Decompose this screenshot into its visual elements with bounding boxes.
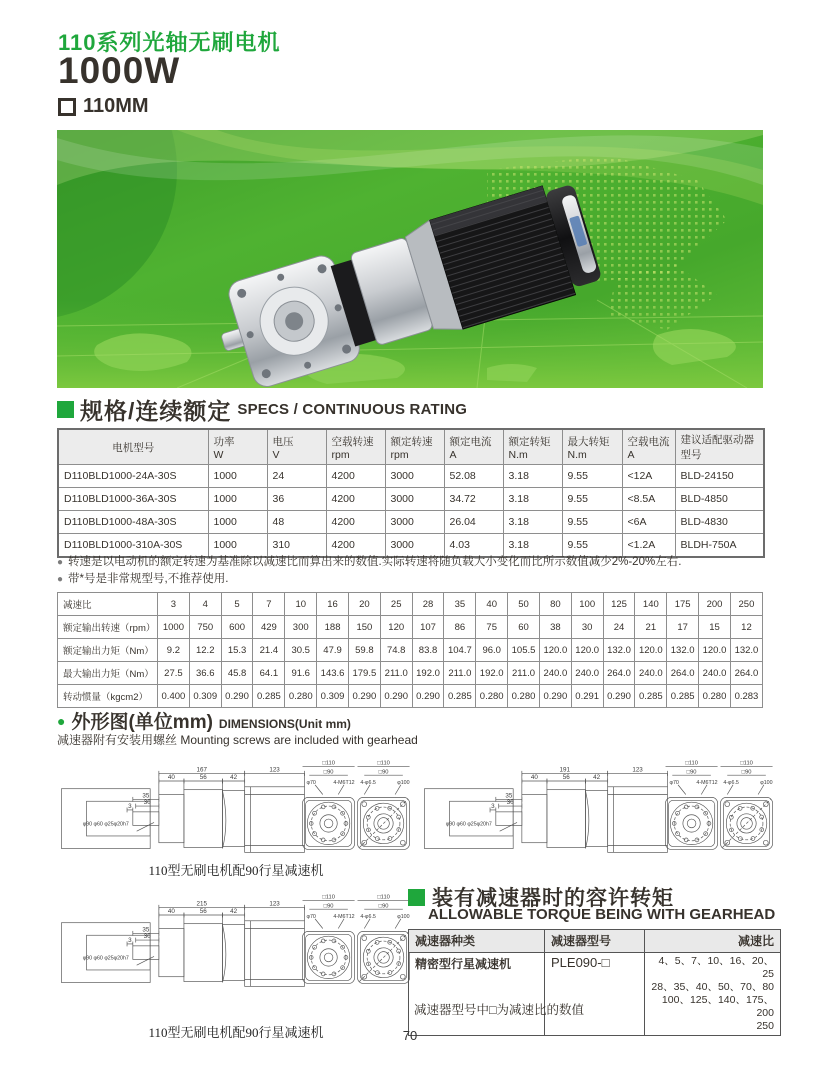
spec-column-header: 额定电流 A [444,429,503,465]
ratio-row-label: 额定输出转速（rpm） [58,616,158,639]
ratio-cell: 16 [317,593,349,616]
dimension-label: 191 [559,766,570,774]
spec-cell: 1000 [208,488,267,511]
spec-cell: D110BLD1000-36A-30S [58,488,208,511]
ratio-cell: 750 [189,616,221,639]
spec-cell: 4200 [326,488,385,511]
page-number: 70 [402,1028,418,1043]
ratio-cell: 240.0 [539,662,571,685]
frame-size [58,95,149,118]
spec-cell: 3.18 [503,511,562,534]
note-line [57,554,681,571]
frame-size-label: 110MM [83,95,149,117]
ratio-cell: 86 [444,616,476,639]
dimension-label: 30 [143,799,151,807]
spec-cell: <12A [622,465,675,488]
spec-cell: 9.55 [562,534,622,558]
series-title: 110系列光轴无刷电机 [58,30,281,55]
dimension-label: □90 [686,769,697,776]
spec-table-row [58,465,764,488]
spec-table [57,428,765,558]
dimension-label: 3 [128,803,132,810]
ratio-cell: 25 [380,593,412,616]
ratio-cell: 107 [412,616,444,639]
gearhead-table [408,929,781,1036]
ratio-cell: 132.0 [667,639,699,662]
spec-column-header: 电机型号 [58,429,208,465]
dimensions-section-header [57,707,351,734]
dimension-label: 30 [506,799,514,807]
ratio-cell: 59.8 [348,639,380,662]
dimension-label: □90 [378,769,389,776]
dimension-label: φ90 φ60 φ25φ20h7 [82,821,129,828]
dimension-label: □110 [377,894,390,901]
ratio-cell: 60 [508,616,540,639]
ratio-cell: 0.400 [158,685,190,708]
ratio-cell: 143.6 [317,662,349,685]
dimension-label: □90 [378,903,389,910]
ratio-cell: 0.285 [444,685,476,708]
spec-cell: 4200 [326,511,385,534]
ratio-table-row [58,639,763,662]
ratio-cell: 3 [158,593,190,616]
ratio-table-row [58,616,763,639]
ratio-cell: 0.309 [317,685,349,708]
ratio-cell: 0.280 [476,685,508,708]
spec-cell: 3000 [385,465,444,488]
drawing-caption-3: 110型无刷电机配90行星减速机 [148,1025,324,1040]
ratio-cell: 120.0 [571,639,603,662]
ratio-cell: 0.285 [253,685,285,708]
ratio-table-row [58,662,763,685]
dimensions-title-cn: 外形图(单位mm) [71,712,213,733]
dimension-label: □110 [322,894,335,901]
ratio-cell: 0.290 [412,685,444,708]
ratio-cell: 30 [571,616,603,639]
spec-column-header: 电压 V [267,429,326,465]
ratio-cell: 0.285 [667,685,699,708]
ratio-cell: 0.291 [571,685,603,708]
spec-cell: 24 [267,465,326,488]
ratio-cell: 83.8 [412,639,444,662]
specs-section-header [57,393,467,426]
spec-cell: 34.72 [444,488,503,511]
ratio-cell: 0.285 [635,685,667,708]
spec-table-row [58,511,764,534]
ratio-cell: 28 [412,593,444,616]
gearhead-ratio-line: 28、35、40、50、70、80 [651,981,774,993]
ratio-cell: 47.9 [317,639,349,662]
ratio-table [57,592,763,708]
ratio-cell: 35 [444,593,476,616]
spec-table-header [58,429,764,465]
dimensions-subtitle-cn: 减速器附有安装用螺丝 [57,733,178,747]
ratio-cell: 0.290 [380,685,412,708]
dimension-drawing-1 [57,754,415,862]
spec-cell: BLD-4850 [675,488,764,511]
ratio-cell: 250 [730,593,762,616]
ratio-cell: 264.0 [603,662,635,685]
ratio-cell: 125 [603,593,635,616]
specs-title-cn: 规格/连续额定 [80,398,232,424]
gearhead-ratios [645,953,781,1036]
dimension-label: 35 [505,792,513,800]
dimension-label: 56 [199,774,207,782]
ratio-cell: 0.280 [285,685,317,708]
dimension-label: 42 [230,774,238,782]
ratio-cell: 0.290 [221,685,253,708]
spec-cell: 9.55 [562,488,622,511]
spec-column-header: 建议适配驱动器型号 [675,429,764,465]
gearhead-col-model: 减速器型号 [545,930,645,953]
gearhead-title-en: ALLOWABLE TORQUE BEING WITH GEARHEAD [428,906,776,923]
dimension-label: φ100 [397,913,410,920]
ratio-cell: 96.0 [476,639,508,662]
ratio-cell: 75 [476,616,508,639]
spec-cell: 52.08 [444,465,503,488]
ratio-cell: 132.0 [730,639,762,662]
gearhead-ratio-line: 4、5、7、10、16、20、25 [658,955,774,980]
note-text: 带*号是非常规型号,不推荐使用. [68,573,229,585]
spec-column-header: 空载电流 A [622,429,675,465]
dimension-label: □110 [377,760,390,767]
spec-cell: BLD-24150 [675,465,764,488]
spec-cell: 1000 [208,534,267,558]
dimension-label: □110 [740,760,753,767]
ratio-cell: 192.0 [476,662,508,685]
dimension-label: 123 [632,766,643,774]
dimension-label: φ70 [306,913,316,920]
note-text: 转速是以电动机的额定转速为基准除以减速比而算出来的数值.实际转速将随负载大小变化而比所示数值减少2%-20%左右. [68,556,682,568]
dimension-label: φ70 [306,779,316,786]
gearhead-note: 减速器型号中□为减速比的数值 [414,1003,585,1017]
spec-cell: 3000 [385,511,444,534]
dimension-label: 215 [196,900,207,908]
technical-drawing [57,754,415,862]
spec-cell: D110BLD1000-24A-30S [58,465,208,488]
ratio-cell: 15.3 [221,639,253,662]
dimension-label: 40 [167,774,175,782]
dimension-label: φ100 [760,779,773,786]
ratio-cell: 120.0 [635,639,667,662]
spec-cell: 3.18 [503,465,562,488]
gearhead-col-ratio: 减速比 [645,930,781,953]
gearhead-ratio-line: 250 [756,1020,774,1032]
ratio-cell: 80 [539,593,571,616]
dimension-label: 30 [143,933,151,941]
ratio-cell: 150 [348,616,380,639]
dimension-label: 42 [593,774,601,782]
gearhead-ratio-line: 100、125、140、175、200 [661,994,774,1019]
ratio-cell: 12 [730,616,762,639]
dimension-drawing-2 [420,754,778,862]
spec-cell: <1.2A [622,534,675,558]
ratio-cell: 240.0 [635,662,667,685]
ratio-cell: 211.0 [508,662,540,685]
ratio-table-row [58,593,763,616]
ratio-cell: 0.280 [699,685,731,708]
dimension-label: 56 [199,908,207,916]
spec-cell: <6A [622,511,675,534]
ratio-cell: 264.0 [667,662,699,685]
ratio-cell: 91.6 [285,662,317,685]
spec-cell: D110BLD1000-48A-30S [58,511,208,534]
ratio-cell: 0.283 [730,685,762,708]
dimension-label: φ90 φ60 φ25φ20h7 [82,955,129,962]
dimension-label: 40 [530,774,538,782]
spec-column-header: 最大转矩 N.m [562,429,622,465]
ratio-cell: 0.280 [508,685,540,708]
spec-cell: 310 [267,534,326,558]
ratio-cell: 36.6 [189,662,221,685]
dimension-label: φ70 [669,779,679,786]
ratio-cell: 10 [285,593,317,616]
ratio-cell: 15 [699,616,731,639]
ratio-cell: 240.0 [571,662,603,685]
drawing-caption-1: 110型无刷电机配90行星减速机 [148,863,324,878]
ratio-cell: 21 [635,616,667,639]
ratio-cell: 100 [571,593,603,616]
ratio-cell: 0.309 [189,685,221,708]
spec-cell: BLD-4830 [675,511,764,534]
dimension-label: 123 [269,900,280,908]
dimensions-subtitle [57,731,418,748]
spec-cell: 3000 [385,534,444,558]
ratio-cell: 429 [253,616,285,639]
ratio-row-label: 转动惯量（kgcm2） [58,685,158,708]
gearhead-col-type: 减速器种类 [409,930,545,953]
product-banner [57,130,763,388]
ratio-cell: 64.1 [253,662,285,685]
dimension-label: 167 [196,766,207,774]
dimension-label: 4-φ6.5 [360,913,376,920]
ratio-cell: 38 [539,616,571,639]
ratio-cell: 200 [699,593,731,616]
spec-cell: 26.04 [444,511,503,534]
dimensions-subtitle-en: Mounting screws are included with gearhead [180,733,418,747]
gearhead-header-row [409,930,781,953]
ratio-cell: 5 [221,593,253,616]
dimension-label: 35 [142,926,150,934]
dimension-label: 4-M6T12 [333,779,355,786]
spec-cell: 1000 [208,511,267,534]
dimension-label: □90 [323,769,334,776]
dimension-label: 4-φ6.5 [723,779,739,786]
spec-table-row [58,488,764,511]
ratio-cell: 188 [317,616,349,639]
ratio-cell: 192.0 [412,662,444,685]
ratio-cell: 40 [476,593,508,616]
spec-cell: 3.18 [503,488,562,511]
ratio-cell: 140 [635,593,667,616]
dimension-label: 3 [491,803,495,810]
ratio-cell: 120 [380,616,412,639]
dimension-label: 40 [167,908,175,916]
spec-notes [57,554,681,588]
ratio-cell: 17 [667,616,699,639]
technical-drawing [57,888,415,996]
dimension-drawing-3 [57,888,415,996]
note-line [57,571,681,588]
ratio-cell: 74.8 [380,639,412,662]
dimension-label: φ100 [397,779,410,786]
gearhead-data-row [409,953,781,1036]
ratio-cell: 179.5 [348,662,380,685]
dimension-label: 4-M6T12 [696,779,718,786]
technical-drawing [420,754,778,862]
dimensions-title-en: DIMENSIONS(Unit mm) [218,717,351,731]
spec-cell: 1000 [208,465,267,488]
dimension-label: 4-φ6.5 [360,779,376,786]
dimension-label: 3 [128,937,132,944]
spec-cell: 4200 [326,465,385,488]
ratio-cell: 105.5 [508,639,540,662]
ratio-cell: 264.0 [730,662,762,685]
ratio-cell: 211.0 [444,662,476,685]
dimension-label: □90 [741,769,752,776]
spec-cell: D110BLD1000-310A-30S [58,534,208,558]
square-frame-icon [58,98,76,116]
ratio-cell: 120.0 [539,639,571,662]
power-rating: 1000W [58,50,181,91]
spec-column-header: 功率 W [208,429,267,465]
ratio-cell: 120.0 [699,639,731,662]
dimension-label: 4-M6T12 [333,913,355,920]
dimension-label: □90 [323,903,334,910]
ratio-cell: 21.4 [253,639,285,662]
green-square-icon [57,401,74,418]
ratio-cell: 45.8 [221,662,253,685]
spec-cell: <8.5A [622,488,675,511]
ratio-cell: 0.290 [539,685,571,708]
ratio-cell: 50 [508,593,540,616]
ratio-table-row [58,685,763,708]
spec-cell: 3000 [385,488,444,511]
banner-graphic [57,130,763,388]
ratio-cell: 175 [667,593,699,616]
spec-cell: BLDH-750A [675,534,764,558]
dimension-label: □110 [685,760,698,767]
ratio-cell: 104.7 [444,639,476,662]
spec-cell: 4200 [326,534,385,558]
spec-cell: 9.55 [562,511,622,534]
spec-column-header: 空载转速 rpm [326,429,385,465]
green-square-icon [408,889,425,906]
ratio-cell: 1000 [158,616,190,639]
ratio-cell: 12.2 [189,639,221,662]
gearhead-model: PLE090-□ [545,953,645,1036]
ratio-row-label: 最大输出力矩（Nm） [58,662,158,685]
ratio-row-label: 额定输出力矩（Nm） [58,639,158,662]
specs-title-en: SPECS / CONTINUOUS RATING [237,401,468,418]
spec-cell: 9.55 [562,465,622,488]
ratio-cell: 20 [348,593,380,616]
ratio-cell: 24 [603,616,635,639]
bullet-icon: ● [57,574,64,585]
ratio-cell: 300 [285,616,317,639]
ratio-cell: 9.2 [158,639,190,662]
ratio-cell: 0.290 [603,685,635,708]
ratio-cell: 7 [253,593,285,616]
dimension-label: 56 [562,774,570,782]
bullet-icon: ● [57,557,64,568]
ratio-cell: 27.5 [158,662,190,685]
ratio-cell: 240.0 [699,662,731,685]
ratio-cell: 132.0 [603,639,635,662]
spec-cell: 4.03 [444,534,503,558]
spec-column-header: 额定转矩 N.m [503,429,562,465]
green-dot-icon: ● [57,712,66,729]
dimension-label: 123 [269,766,280,774]
dimension-label: □110 [322,760,335,767]
dimension-label: 35 [142,792,150,800]
ratio-row-label: 减速比 [58,593,158,616]
ratio-cell: 211.0 [380,662,412,685]
spec-cell: 3.18 [503,534,562,558]
dimension-label: φ90 φ60 φ25φ20h7 [445,821,492,828]
spec-cell: 48 [267,511,326,534]
spec-cell: 36 [267,488,326,511]
ratio-cell: 30.5 [285,639,317,662]
gearhead-type: 精密型行星减速机 [409,953,545,1036]
spec-column-header: 额定转速 rpm [385,429,444,465]
ratio-cell: 0.290 [348,685,380,708]
ratio-cell: 600 [221,616,253,639]
dimension-label: 42 [230,908,238,916]
gearhead-title-cn: 装有减速器时的容许转矩 [432,887,674,910]
ratio-cell: 4 [189,593,221,616]
